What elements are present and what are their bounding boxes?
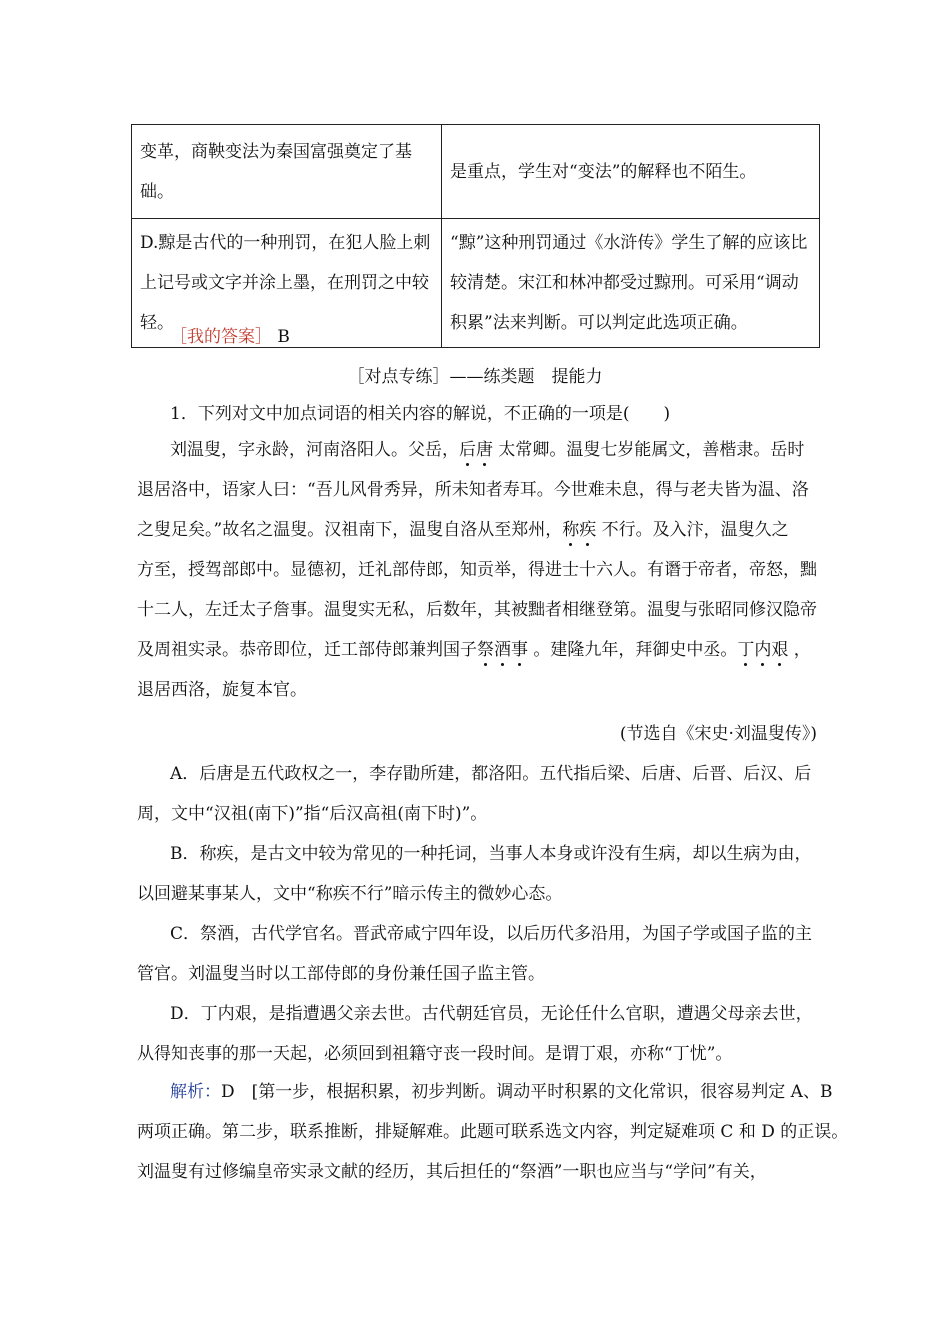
analysis-line: 两项正确。第二步，联系推断，排疑解难。此题可联系选文内容，判定疑难项 C 和 D 的正误。	[137, 1122, 849, 1142]
passage-line: 刘温叟，字永龄，河南洛阳人。父岳，后唐 太常卿。温叟七岁能属文，善楷隶。岳时	[170, 440, 805, 460]
option-c-cont: 管官。刘温叟当时以工部侍郎的身份兼任国子监主管。	[137, 964, 545, 984]
passage-source: (节选自《宋史·刘温叟传》)	[619, 724, 817, 744]
analysis-label: 解析：	[170, 1082, 221, 1102]
table-cell-right: “黥”这种刑罚通过《水浒传》学生了解的应该比较清楚。宋江和林冲都受过黥刑。可采用“调动积累”法来判断。可以判定此选项正确。	[442, 219, 820, 348]
emphasis-dot: 唐	[476, 440, 493, 460]
emphasis-dot: 祭	[477, 640, 494, 660]
option-d-cont: 从得知丧事的那一天起，必须回到祖籍守丧一段时间。是谓丁艰，亦称“丁忧”。	[137, 1044, 733, 1064]
passage-line: 之叟足矣。”故名之温叟。汉祖南下，温叟自洛从至郑州，称疾 不行。及入汴，温叟久之	[137, 520, 789, 540]
table-row	[132, 125, 820, 219]
option-b-cont: 以回避某事某人，文中“称疾不行”暗示传主的微妙心态。	[137, 884, 563, 904]
passage-line: 退居洛中，语家人曰：“吾儿风骨秀异，所未知者寿耳。今世难未息，得与老夫皆为温、洛	[137, 480, 809, 500]
emphasis-dot: 内	[754, 640, 772, 660]
emphasis-dot: 后	[459, 440, 476, 460]
section-title: ［对点专练］——练类题 提能力	[347, 367, 603, 387]
question-stem: 1．下列对文中加点词语的相关内容的解说，不正确的一项是( )	[170, 404, 671, 424]
emphasis-dot: 称	[562, 520, 580, 540]
comparison-table	[131, 124, 820, 348]
passage-line: 退居西洛，旋复本官。	[137, 680, 307, 700]
option-d: D．丁内艰，是指遭遇父亲去世。古代朝廷官员，无论任什么官职，遭遇父母亲去世，	[170, 1004, 813, 1024]
option-b: B．称疾，是古文中较为常见的一种托词，当事人本身或许没有生病，却以生病为由，	[170, 844, 812, 864]
emphasis-dot: 疾	[579, 520, 597, 540]
my-answer-label: ［我的答案］	[170, 327, 272, 347]
option-a-cont: 周，文中“汉祖(南下)”指“后汉高祖(南下时)”。	[137, 804, 488, 824]
table-cell-left: D.黥是古代的一种刑罚，在犯人脸上刺上记号或文字并涂上墨，在刑罚之中较轻。	[132, 219, 442, 348]
emphasis-dot: 酒	[494, 640, 511, 660]
my-answer-line	[170, 325, 819, 349]
passage-line: 方至，授驾部郎中。显德初，迁礼部侍郎，知贡举，得进士十六人。有谮于帝者，帝怒，黜	[137, 560, 817, 580]
my-answer-value: B	[277, 327, 290, 347]
passage-line: 及周祖实录。恭帝即位，迁工部侍郎兼判国子祭酒事 。建隆九年，拜御史中丞。丁内艰 ，	[137, 640, 811, 660]
analysis-line: 解析：D [第一步，根据积累，初步判断。调动平时积累的文化常识，很容易判定 A、B	[170, 1082, 833, 1102]
option-a: A．后唐是五代政权之一，李存勖所建，都洛阳。五代指后梁、后唐、后晋、后汉、后	[170, 764, 812, 784]
option-c: C．祭酒，古代学官名。晋武帝咸宁四年设，以后历代多沿用，为国子学或国子监的主	[170, 924, 813, 944]
table-cell-left: 变革，商鞅变法为秦国富强奠定了基础。	[132, 125, 442, 219]
emphasis-dot: 丁	[737, 640, 755, 660]
analysis-line: 刘温叟有过修编皇帝实录文献的经历，其后担任的“祭酒”一职也应当与“学问”有关，	[137, 1162, 767, 1182]
emphasis-dot: 事	[511, 640, 528, 660]
passage-line: 十二人，左迁太子詹事。温叟实无私，后数年，其被黜者相继登第。温叟与张昭同修汉隐帝	[137, 600, 817, 620]
emphasis-dot: 艰	[771, 640, 789, 660]
table-cell-right: 是重点，学生对“变法”的解释也不陌生。	[442, 125, 820, 219]
